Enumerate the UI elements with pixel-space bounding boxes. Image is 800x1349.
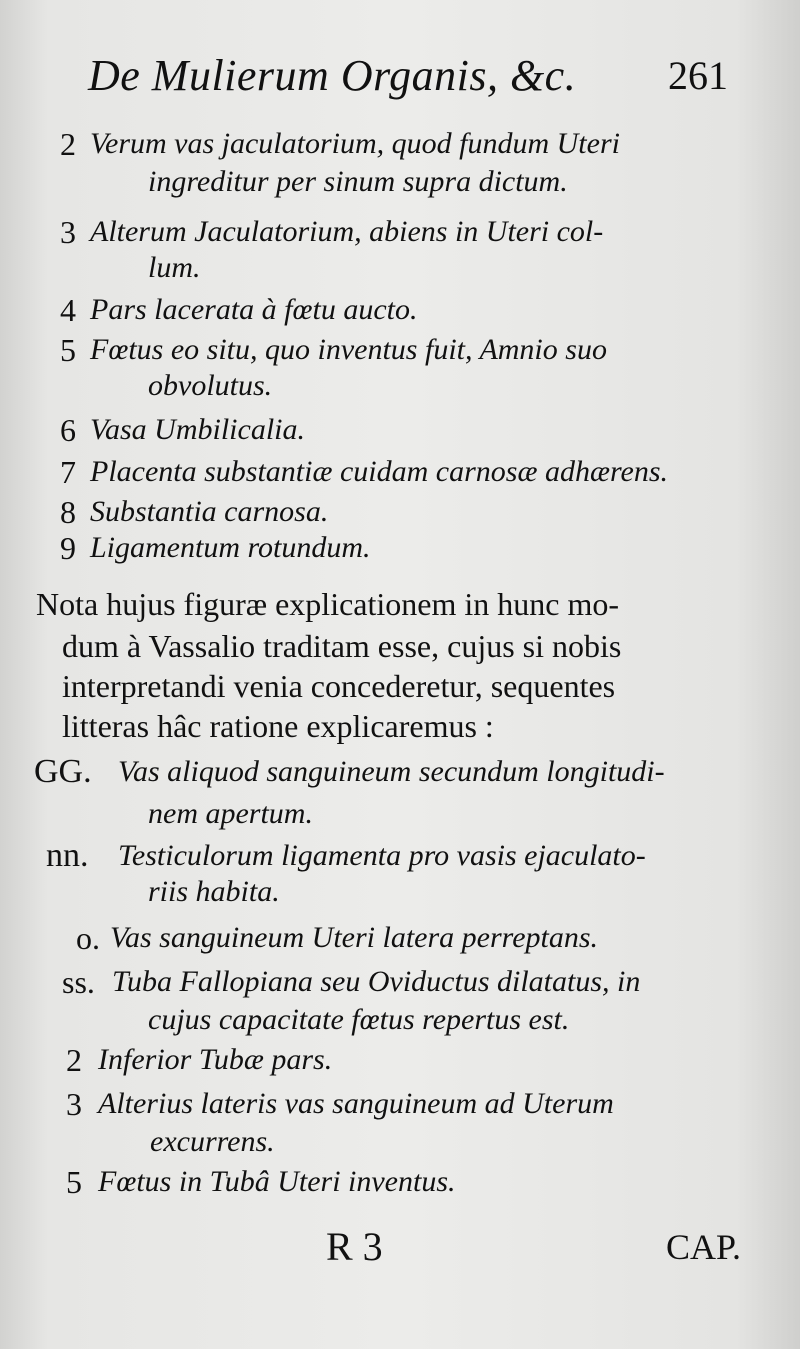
letter-label: nn. <box>46 837 89 874</box>
letter-text: Vas sanguineum Uteri latera perreptans. <box>110 921 599 954</box>
letter-text: Testiculorum ligamenta pro vasis ejaculato- <box>118 839 646 872</box>
legend-number: 2 <box>60 126 76 162</box>
letter-label: o. <box>76 920 100 956</box>
legend-number: 6 <box>60 412 76 448</box>
page-footer <box>0 1222 800 1272</box>
legend-text: Ligamentum rotundum. <box>90 531 371 564</box>
letter-label: ss. <box>62 964 95 1000</box>
legend-text: Pars lacerata à fœtu aucto. <box>90 293 418 326</box>
running-title: De Mulierum Organis, &c. <box>88 51 577 100</box>
legend-text: Alterum Jaculatorium, abiens in Uteri col- <box>90 215 604 248</box>
legend-text: obvolutus. <box>148 369 273 402</box>
legend-text: Verum vas jaculatorium, quod fundum Uteri <box>90 127 620 160</box>
legend-text: lum. <box>148 251 201 284</box>
catchword: CAP. <box>666 1227 742 1267</box>
letter-text: Fœtus in Tubâ Uteri inventus. <box>98 1165 456 1198</box>
legend-number: 5 <box>60 332 76 368</box>
letter-text: Inferior Tubæ pars. <box>98 1043 333 1076</box>
legend-number: 7 <box>60 454 76 490</box>
letter-text: excurrens. <box>150 1125 275 1158</box>
letter-text: riis habita. <box>148 875 280 908</box>
legend-text: Placenta substantiæ cuidam carnosæ adhærens. <box>90 455 669 488</box>
note-line: dum à Vassalio traditam esse, cujus si nobis <box>62 628 622 664</box>
signature-mark: R 3 <box>326 1224 383 1269</box>
letter-label: GG. <box>34 753 92 790</box>
letter-label: 3 <box>66 1086 82 1122</box>
note-line: litteras hâc ratione explicaremus : <box>62 708 494 744</box>
letter-text: Alterius lateris vas sanguineum ad Uterum <box>98 1087 614 1120</box>
letter-label: 5 <box>66 1164 82 1200</box>
legend-number: 8 <box>60 494 76 530</box>
legend-text: Fœtus eo situ, quo inventus fuit, Amnio suo <box>90 333 607 366</box>
letter-text: cujus capacitate fœtus repertus est. <box>148 1003 570 1036</box>
letter-text: nem apertum. <box>148 797 313 830</box>
note-line: Nota hujus figuræ explicationem in hunc mo- <box>36 586 619 622</box>
note-line: interpretandi venia concederetur, sequentes <box>62 668 616 704</box>
legend-text: ingreditur per sinum supra dictum. <box>148 165 568 198</box>
letter-text: Vas aliquod sanguineum secundum longitudi- <box>118 755 665 788</box>
legend-number: 4 <box>60 292 76 328</box>
legend-text: Vasa Umbilicalia. <box>90 413 305 446</box>
page-header <box>88 48 728 104</box>
legend-number: 9 <box>60 530 76 566</box>
letter-text: Tuba Fallopiana seu Oviductus dilatatus, in <box>112 965 641 998</box>
legend-number: 3 <box>60 214 76 250</box>
letter-label: 2 <box>66 1042 82 1078</box>
page-number: 261 <box>668 53 728 98</box>
legend-text: Substantia carnosa. <box>90 495 329 528</box>
